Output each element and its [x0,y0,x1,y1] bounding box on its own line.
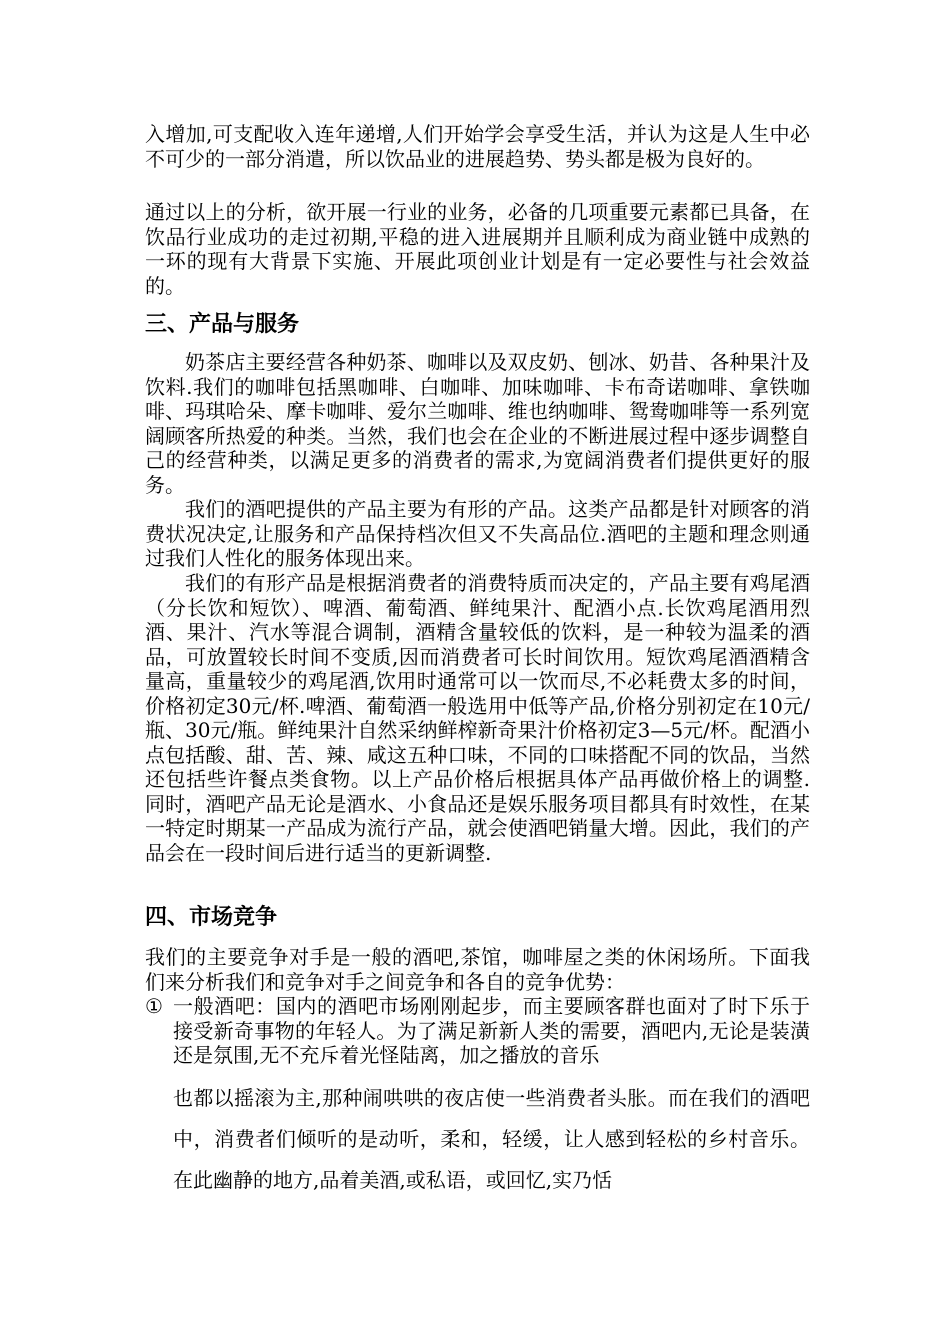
competitor-list-item-1 [145,994,810,1201]
list-item-text-loose: 也都以摇滚为主,那种闹哄哄的夜店使一些消费者头胀。而在我们的酒吧中，消费者们倾听的是动听，柔和，轻缓，让人感到轻松的乡村音乐。在此幽静的地方,品着美酒,或私语，或回忆,实乃恬 [173,1085,810,1192]
list-marker: ① [145,994,163,1018]
list-item-body [173,994,810,1201]
products-paragraph-1: 奶茶店主要经营各种奶茶、咖啡以及双皮奶、刨冰、奶昔、各种果汁及饮料.我们的咖啡包括黑咖啡、白咖啡、加味咖啡、卡布奇诺咖啡、拿铁咖啡、玛琪哈朵、摩卡咖啡、爱尔兰咖啡、维也纳咖啡、鸳鸯咖啡等一系列宽阔顾客所热爱的种类。当然，我们也会在企业的不断进展过程中逐步调整自己的经营种类，以满足更多的消费者的需求,为宽阔消费者们提供更好的服务。 [145,350,810,497]
intro-paragraph-1: 入增加,可支配收入连年递增,人们开始学会享受生活，并认为这是人生中必不可少的一部分消遣，所以饮品业的进展趋势、势头都是极为良好的。 [145,122,810,171]
section-heading-competition: 四、市场竞争 [145,905,278,930]
products-paragraph-2: 我们的酒吧提供的产品主要为有形的产品。这类产品都是针对顾客的消费状况决定,让服务和产品保持档次但又不失高品位.酒吧的主题和理念则通过我们人性化的服务体现出来。 [145,497,810,570]
section-heading-products: 三、产品与服务 [145,312,300,337]
intro-paragraph-2: 通过以上的分析，欲开展一行业的业务，必备的几项重要元素都已具备，在饮品行业成功的走过初期,平稳的进入进展期并且顺利成为商业链中成熟的一环的现有大背景下实施、开展此项创业计划是有一定必要性与社会效益的。 [145,200,810,298]
list-item-text-dense: 一般酒吧：国内的酒吧市场刚刚起步，而主要顾客群也面对了时下乐于接受新奇事物的年轻人。为了满足新新人类的需要，酒吧内,无论是装潢还是氛围,无不充斥着光怪陆离，加之播放的音乐 [173,994,810,1067]
competition-paragraph-1: 我们的主要竞争对手是一般的酒吧,茶馆，咖啡屋之类的休闲场所。下面我们来分析我们和竞争对手之间竞争和各自的竞争优势： [145,945,810,994]
products-paragraph-3: 我们的有形产品是根据消费者的消费特质而决定的，产品主要有鸡尾酒（分长饮和短饮）、啤酒、葡萄酒、鲜纯果汁、配酒小点.长饮鸡尾酒用烈酒、果汁、汽水等混合调制，酒精含量较低的饮料，是一种较为温柔的酒品，可放置较长时间不变质,因而消费者可长时间饮用。短饮鸡尾酒酒精含量高，重量较少的鸡尾酒,饮用时通常可以一饮而尽,不必耗费太多的时间，价格初定30元/杯.啤酒、葡萄酒一般选用中低等产品,价格分别初定在10元/瓶、30元/瓶。鲜纯果汁自然采纳鲜榨新奇果汁价格初定3—5元/杯。配酒小点包括酸、甜、苦、辣、咸这五种口味，不同的口味搭配不同的饮品，当然还包括些许餐点类食物。以上产品价格后根据具体产品再做价格上的调整.同时，酒吧产品无论是酒水、小食品还是娱乐服务项目都具有时效性，在某一特定时期某一产品成为流行产品，就会使酒吧销量大增。因此，我们的产品会在一段时间后进行适当的更新调整. [145,571,810,865]
